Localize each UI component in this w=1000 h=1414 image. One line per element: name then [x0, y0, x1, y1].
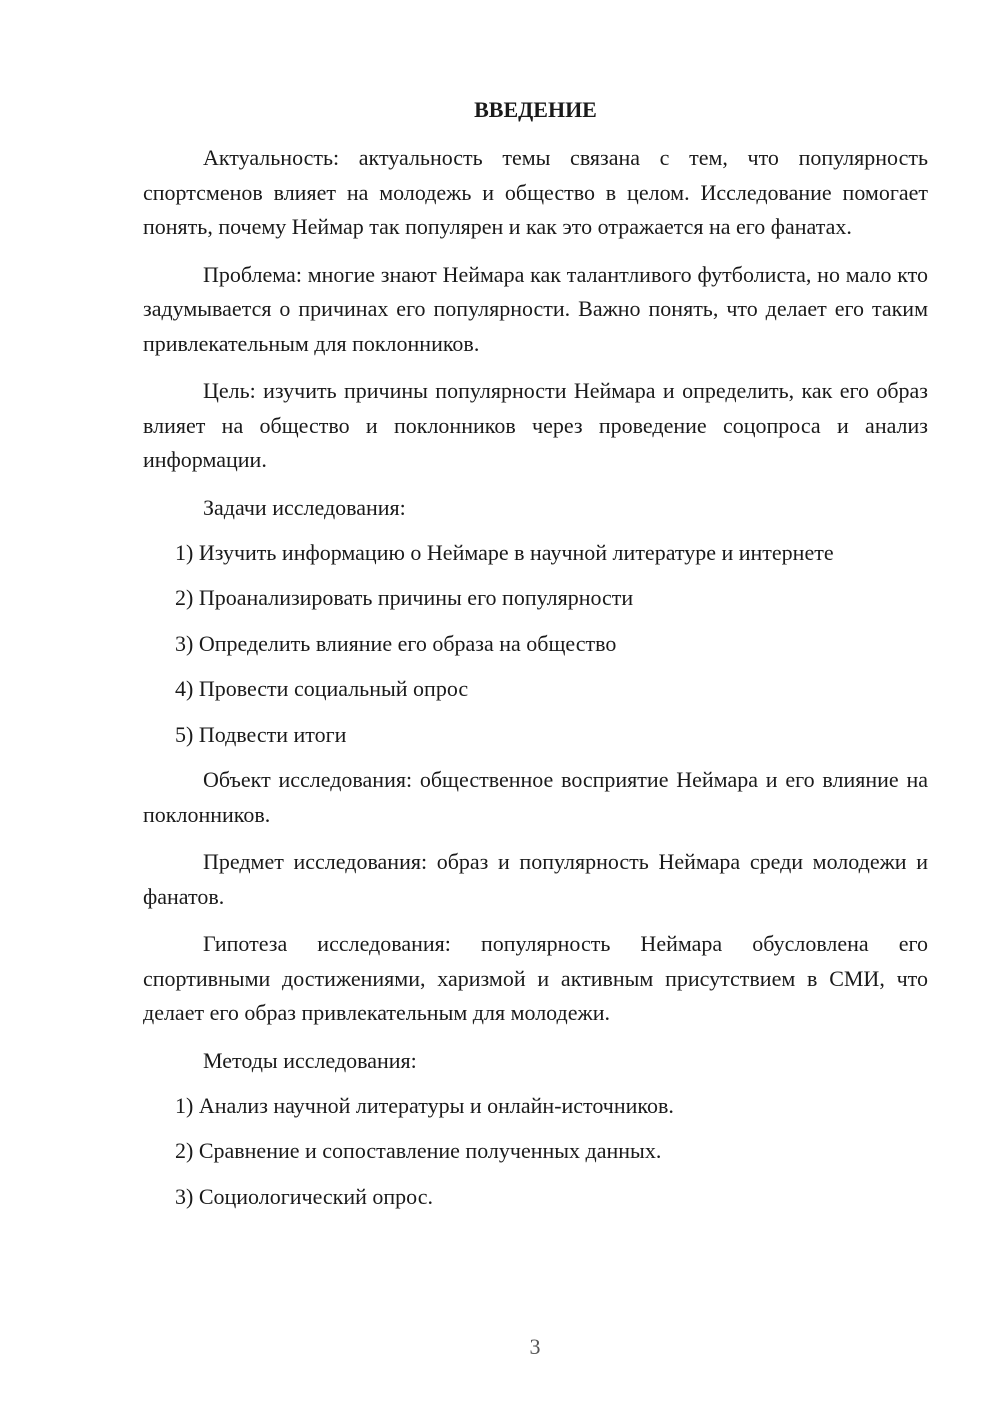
relevance-paragraph: Актуальность: актуальность темы связана с тем, что популярность спортсменов влияет на молодежь и общество в целом. Исследование помогает понять, почему Неймар так популярен и как это отражается на его фанатах. [143, 145, 928, 239]
page-content [143, 93, 928, 1225]
tasks-list [143, 536, 928, 752]
task-item: 4) Провести социальный опрос [175, 676, 469, 701]
subject-paragraph: Предмет исследования: образ и популярность Неймара среди молодежи и фанатов. [143, 849, 928, 909]
section-title: ВВЕДЕНИЕ [474, 97, 597, 122]
hypothesis-paragraph: Гипотеза исследования: популярность Неймара обусловлена его спортивными достижениями, харизмой и активным присутствием в СМИ, что делает его образ привлекательным для молодежи. [143, 931, 928, 1025]
task-item: 1) Изучить информацию о Неймаре в научной литературе и интернете [175, 539, 834, 565]
task-item: 2) Проанализировать причины его популярности [175, 585, 634, 610]
task-item: 3) Определить влияние его образа на общество [175, 630, 617, 656]
tasks-heading: Задачи исследования: [203, 494, 406, 520]
method-item: 1) Анализ научной литературы и онлайн-источников. [175, 1092, 674, 1118]
page-number: 3 [529, 1334, 541, 1359]
problem-paragraph: Проблема: многие знают Неймара как талантливого футболиста, но мало кто задумывается о причинах его популярности. Важно понять, что делает его таким привлекательным для поклонников. [143, 261, 928, 356]
methods-heading: Методы исследования: [203, 1047, 417, 1073]
method-item: 3) Социологический опрос. [175, 1183, 433, 1209]
method-item: 2) Сравнение и сопоставление полученных данных. [175, 1138, 662, 1163]
task-item: 5) Подвести итоги [175, 721, 347, 747]
goal-paragraph: Цель: изучить причины популярности Неймара и определить, как его образ влияет на общество и поклонников через проведение соцопроса и анализ информации. [143, 378, 928, 472]
object-paragraph: Объект исследования: общественное восприятие Неймара и его влияние на поклонников. [143, 767, 928, 827]
methods-list [143, 1089, 928, 1214]
